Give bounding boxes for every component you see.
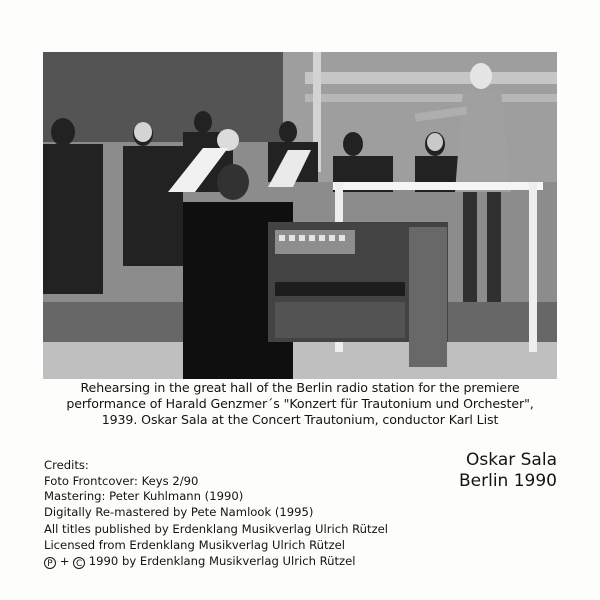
credit-remastered: Digitally Re-mastered by Pete Namlook (1995) bbox=[44, 504, 314, 519]
artist-block bbox=[377, 450, 557, 492]
copyright-symbol: C bbox=[73, 557, 85, 569]
credit-foto: Foto Frontcover: Keys 2/90 bbox=[44, 473, 199, 488]
rights-published: All titles published by Erdenklang Musikverlag Ulrich Rützel bbox=[44, 522, 389, 536]
rights-block bbox=[44, 521, 464, 569]
rights-copyright-line bbox=[44, 553, 464, 569]
rights-licensed: Licensed from Erdenklang Musikverlag Ulrich Rützel bbox=[44, 538, 346, 552]
copyright-text: 1990 by Erdenklang Musikverlag Ulrich Rützel bbox=[88, 554, 356, 568]
credits-block bbox=[44, 458, 404, 520]
rehearsal-photo-illustration bbox=[43, 52, 557, 379]
credit-mastering: Mastering: Peter Kuhlmann (1990) bbox=[44, 489, 244, 503]
photo-caption bbox=[30, 380, 570, 428]
artist-name: Oskar Sala bbox=[466, 450, 557, 470]
phonogram-symbol: P bbox=[44, 557, 56, 569]
plus-sign: + bbox=[59, 554, 70, 568]
credits-heading: Credits: bbox=[44, 458, 89, 472]
caption-line-2: performance of Harald Genzmer´s "Konzert für Trautonium und Orchester", bbox=[66, 396, 534, 411]
caption-line-3: 1939. Oskar Sala at the Concert Trautonium, conductor Karl List bbox=[101, 412, 499, 427]
rehearsal-photo bbox=[43, 52, 557, 379]
caption-line-1: Rehearsing in the great hall of the Berlin radio station for the premiere bbox=[80, 380, 520, 395]
artist-location-year: Berlin 1990 bbox=[459, 471, 557, 491]
